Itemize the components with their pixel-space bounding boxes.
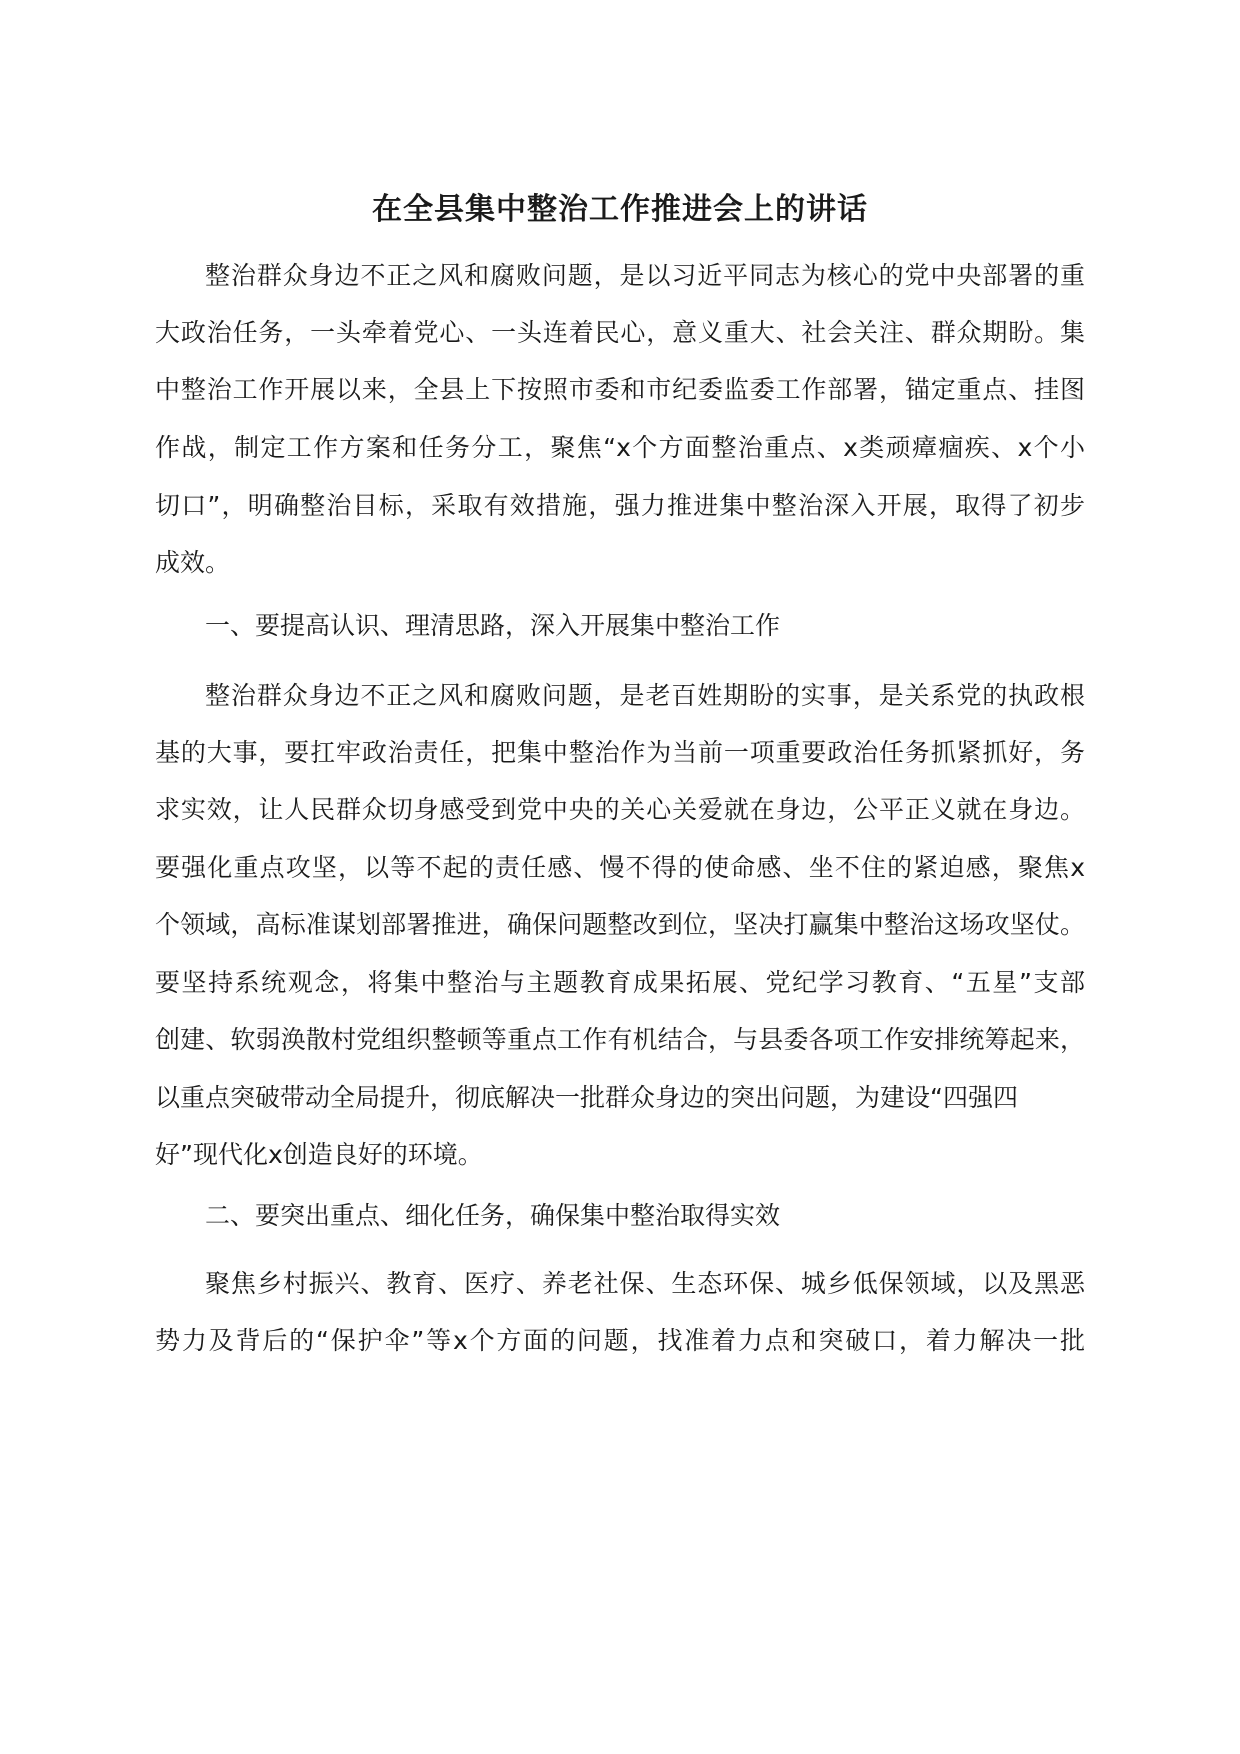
section-heading: 二、要突出重点、细化任务，确保集中整治取得实效 [205, 1201, 781, 1230]
paragraph-line: 整治群众身边不正之风和腐败问题，是以习近平同志为核心的党中央部署的重 [205, 261, 1085, 290]
paragraph-line: 势力及背后的“保护伞”等x个方面的问题，找准着力点和突破口，着力解决一批 [155, 1326, 1085, 1355]
paragraph-line: 切口”，明确整治目标，采取有效措施，强力推进集中整治深入开展，取得了初步 [155, 491, 1085, 520]
paragraph-line: 大政治任务，一头牵着党心、一头连着民心，意义重大、社会关注、群众期盼。集 [155, 318, 1085, 347]
paragraph-line: 要坚持系统观念，将集中整治与主题教育成果拓展、党纪学习教育、“五星”支部 [155, 968, 1085, 997]
paragraph-line: 好”现代化x创造良好的环境。 [155, 1140, 483, 1169]
paragraph-line: 基的大事，要扛牢政治责任，把集中整治作为当前一项重要政治任务抓紧抓好，务 [155, 738, 1085, 767]
paragraph-line: 作战，制定工作方案和任务分工，聚焦“x个方面整治重点、x类顽瘴痼疾、x个小 [155, 433, 1085, 462]
paragraph-line: 聚焦乡村振兴、教育、医疗、养老社保、生态环保、城乡低保领域，以及黑恶 [205, 1269, 1085, 1298]
document-title: 在全县集中整治工作推进会上的讲话 [372, 192, 868, 227]
paragraph-line: 成效。 [155, 548, 231, 577]
paragraph-line: 求实效，让人民群众切身感受到党中央的关心关爱就在身边，公平正义就在身边。 [155, 795, 1085, 824]
paragraph-line: 中整治工作开展以来，全县上下按照市委和市纪委监委工作部署，锚定重点、挂图 [155, 375, 1085, 404]
paragraph-line: 要强化重点攻坚，以等不起的责任感、慢不得的使命感、坐不住的紧迫感，聚焦x [155, 853, 1085, 882]
paragraph-line: 个领域，高标准谋划部署推进，确保问题整改到位，坚决打赢集中整治这场攻坚仗。 [155, 910, 1085, 939]
paragraph-line: 以重点突破带动全局提升，彻底解决一批群众身边的突出问题，为建设“四强四 [155, 1083, 1018, 1112]
section-heading: 一、要提高认识、理清思路，深入开展集中整治工作 [205, 611, 781, 640]
paragraph-line: 整治群众身边不正之风和腐败问题，是老百姓期盼的实事，是关系党的执政根 [205, 681, 1085, 710]
paragraph-line: 创建、软弱涣散村党组织整顿等重点工作有机结合，与县委各项工作安排统筹起来， [155, 1025, 1085, 1054]
